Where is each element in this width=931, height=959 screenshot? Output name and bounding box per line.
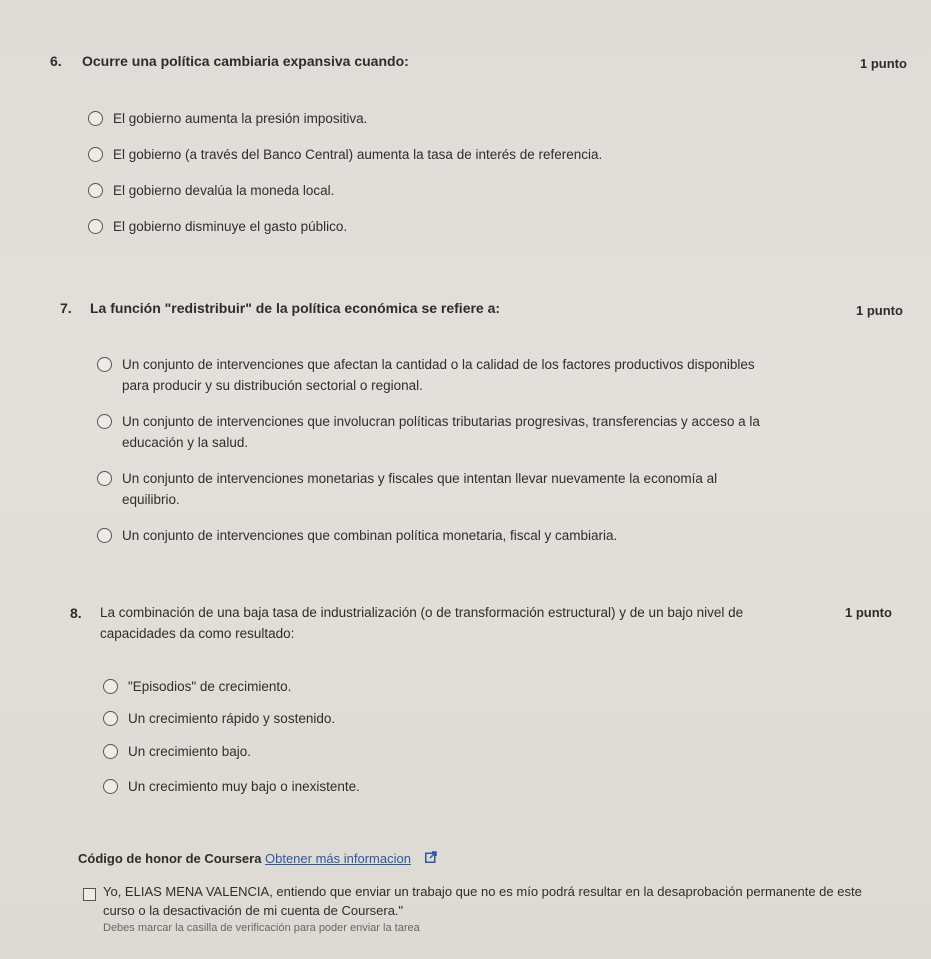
external-link-icon[interactable] bbox=[425, 851, 437, 863]
radio-button[interactable] bbox=[103, 744, 118, 759]
checkbox-hint: Debes marcar la casilla de verificación para poder enviar la tarea bbox=[103, 922, 420, 934]
question-number: 6. bbox=[50, 53, 62, 69]
answer-option[interactable] bbox=[97, 356, 777, 396]
option-label: Un crecimiento muy bajo o inexistente. bbox=[128, 779, 360, 794]
radio-button[interactable] bbox=[103, 679, 118, 694]
answer-option[interactable] bbox=[88, 182, 334, 201]
option-label: Un conjunto de intervenciones que combinan política monetaria, fiscal y cambiaria. bbox=[122, 528, 618, 543]
option-label: Un crecimiento rápido y sostenido. bbox=[128, 711, 336, 726]
learn-more-link[interactable]: Obtener más informacion bbox=[265, 851, 411, 866]
radio-button[interactable] bbox=[88, 147, 103, 162]
option-label: Un crecimiento bajo. bbox=[128, 744, 252, 759]
question-number: 8. bbox=[70, 605, 82, 621]
radio-button[interactable] bbox=[97, 471, 112, 486]
radio-button[interactable] bbox=[103, 779, 118, 794]
honor-code-checkbox[interactable] bbox=[83, 888, 96, 901]
radio-button[interactable] bbox=[97, 414, 112, 429]
honor-code-title: Código de honor de Coursera bbox=[78, 851, 262, 866]
answer-option[interactable] bbox=[97, 413, 777, 453]
answer-option[interactable] bbox=[103, 678, 291, 697]
option-label: El gobierno (a través del Banco Central) aumenta la tasa de interés de referencia. bbox=[113, 147, 603, 162]
question-text: Ocurre una política cambiaria expansiva cuando: bbox=[82, 53, 409, 69]
option-label: El gobierno devalúa la moneda local. bbox=[113, 183, 335, 198]
option-label: Un conjunto de intervenciones que involucran políticas tributarias progresivas, transferencias y acceso a la educación y la salud. bbox=[122, 414, 760, 450]
question-text: La combinación de una baja tasa de industrialización (o de transformación estructural) y de un bajo nivel de capacidades da como resultado: bbox=[100, 605, 744, 641]
answer-option[interactable] bbox=[97, 470, 777, 510]
question-points: 1 punto bbox=[845, 605, 892, 620]
question-points: 1 punto bbox=[860, 56, 907, 71]
option-label: "Episodios" de crecimiento. bbox=[128, 679, 292, 694]
answer-option[interactable] bbox=[103, 778, 360, 797]
answer-option[interactable] bbox=[103, 710, 335, 729]
radio-button[interactable] bbox=[97, 528, 112, 543]
option-label: Un conjunto de intervenciones monetarias y fiscales que intentan llevar nuevamente la economía al equilibrio. bbox=[122, 471, 718, 507]
question-number: 7. bbox=[60, 300, 72, 316]
question-points: 1 punto bbox=[856, 303, 903, 318]
answer-option[interactable] bbox=[88, 110, 367, 129]
answer-option[interactable] bbox=[97, 527, 617, 546]
radio-button[interactable] bbox=[88, 183, 103, 198]
honor-code-statement: Yo, ELIAS MENA VALENCIA, entiendo que enviar un trabajo que no es mío podrá resultar en la desaprobación permanente de este curso o la desactivación de mi cuenta de Coursera." bbox=[103, 884, 862, 918]
answer-option[interactable] bbox=[103, 743, 251, 762]
option-label: El gobierno aumenta la presión impositiva. bbox=[113, 111, 368, 126]
radio-button[interactable] bbox=[88, 219, 103, 234]
radio-button[interactable] bbox=[103, 711, 118, 726]
radio-button[interactable] bbox=[97, 357, 112, 372]
option-label: Un conjunto de intervenciones que afectan la cantidad o la calidad de los factores productivos disponibles para producir y su distribución sectorial o regional. bbox=[122, 357, 755, 393]
option-label: El gobierno disminuye el gasto público. bbox=[113, 219, 348, 234]
radio-button[interactable] bbox=[88, 111, 103, 126]
answer-option[interactable] bbox=[88, 218, 347, 237]
answer-option[interactable] bbox=[88, 146, 602, 165]
question-text: La función "redistribuir" de la política económica se refiere a: bbox=[90, 300, 501, 316]
